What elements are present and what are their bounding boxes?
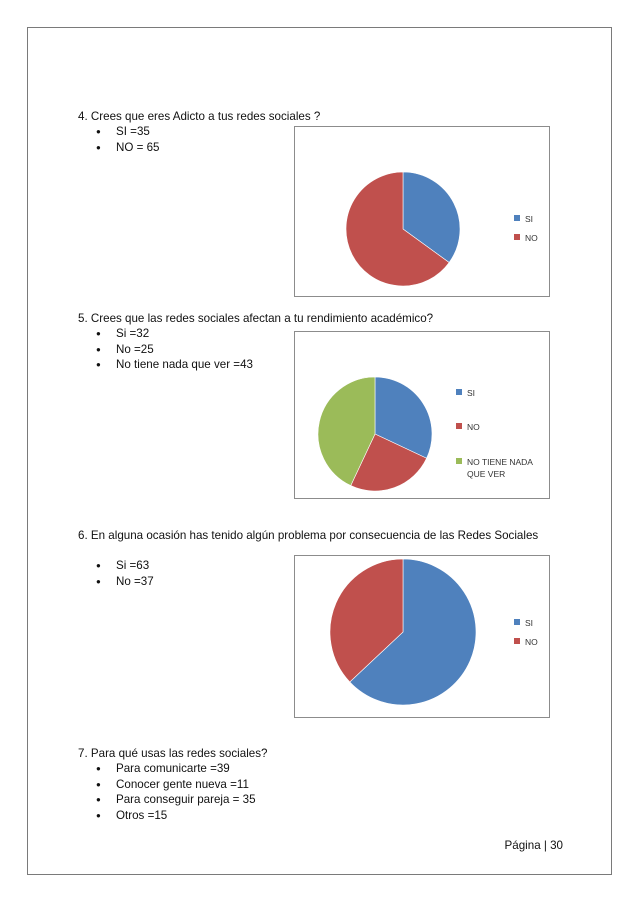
question-7-title: 7. Para qué usas las redes sociales?: [78, 747, 268, 760]
question-4-title: 4. Crees que eres Adicto a tus redes sociales ?: [78, 110, 321, 123]
list-item: ● Si =63: [96, 558, 154, 574]
legend-item-si: [514, 617, 604, 629]
legend-swatch: [514, 215, 520, 221]
legend-swatch: [514, 619, 520, 625]
legend-swatch: [456, 458, 462, 464]
question-6-answers: [96, 558, 154, 589]
legend-label: NO: [525, 233, 538, 243]
pie-chart-q6: [294, 555, 550, 718]
list-item: ● No tiene nada que ver =43: [96, 357, 253, 373]
legend-swatch: [514, 638, 520, 644]
pie-chart-q5: [294, 331, 550, 499]
legend-label: SI: [525, 214, 534, 224]
legend-item-no-tiene-nada: [456, 456, 542, 480]
pie-chart-q4: [294, 126, 550, 297]
question-7-answers: [96, 761, 256, 823]
legend-swatch: [456, 423, 462, 429]
legend-label: NO: [525, 637, 538, 647]
list-item: ● Para comunicarte =39: [96, 761, 256, 777]
legend-item-si: [514, 213, 604, 225]
list-item: ● NO = 65: [96, 140, 160, 156]
pie-chart-q6-svg: [295, 556, 551, 719]
legend-label: SI: [467, 388, 476, 398]
list-item: ● No =37: [96, 574, 154, 590]
list-item: ● Si =32: [96, 326, 253, 342]
question-4-answers: [96, 124, 160, 155]
legend-item-si: [456, 387, 546, 399]
legend-label: SI: [525, 618, 534, 628]
legend-label: NO TIENE NADA QUE VER: [467, 457, 533, 479]
legend-item-no: [514, 232, 604, 244]
list-item: ● Conocer gente nueva =11: [96, 777, 256, 793]
list-item: ● No =25: [96, 342, 253, 358]
page-number: Página | 30: [504, 839, 563, 852]
question-6-title: 6. En alguna ocasión has tenido algún problema por consecuencia de las Redes Sociales: [78, 529, 539, 542]
list-item: ● Otros =15: [96, 808, 256, 824]
question-5-answers: [96, 326, 253, 373]
legend-item-no: [456, 421, 546, 433]
list-item: ● Para conseguir pareja = 35: [96, 792, 256, 808]
list-item: ● SI =35: [96, 124, 160, 140]
question-5-title: 5. Crees que las redes sociales afectan a tu rendimiento académico?: [78, 312, 434, 325]
legend-swatch: [456, 389, 462, 395]
legend-swatch: [514, 234, 520, 240]
pie-chart-q4-svg: [295, 127, 551, 298]
legend-item-no: [514, 636, 604, 648]
legend-label: NO: [467, 422, 480, 432]
